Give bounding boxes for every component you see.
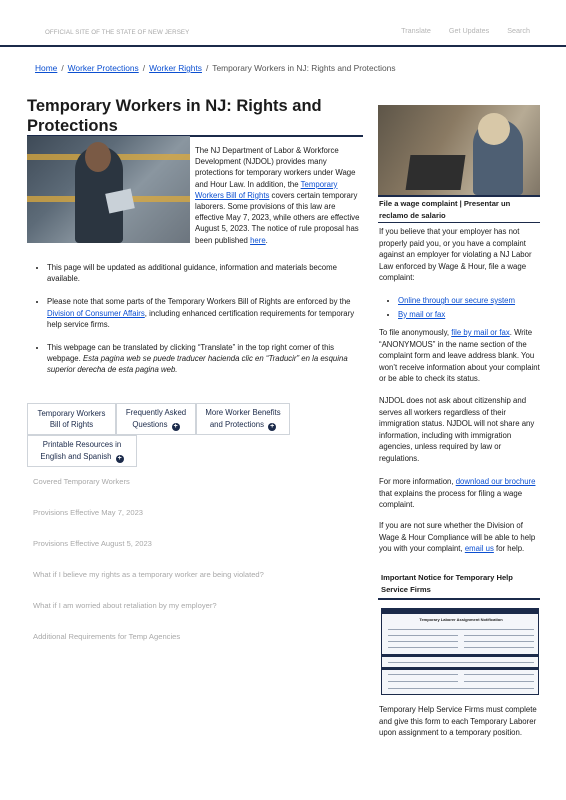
translate-link[interactable]: Translate — [401, 26, 431, 35]
form-line — [388, 647, 458, 648]
form-line — [464, 635, 534, 636]
accordion-item-retaliation[interactable]: What if I am worried about retaliation by my employer? — [33, 601, 217, 610]
intro-text: The NJ Department of Labor & Workforce Development (NJDOL) provides many protections for temporary workers under Wage and Hour Law. In addition, the — [195, 146, 356, 189]
form-line — [388, 641, 458, 642]
form-line — [388, 629, 534, 630]
form-line — [464, 641, 534, 642]
intro-text: . — [265, 235, 268, 245]
assignment-form-image[interactable] — [381, 608, 539, 695]
accordion-item-rights-violated[interactable]: What if I believe my rights as a temporary worker are being violated? — [33, 570, 264, 579]
paragraph-text: To file anonymously, — [379, 328, 452, 337]
paragraph-text: If you are not sure whether the Division of Wage & Hour Compliance will be able to help you with your complaint, — [379, 521, 536, 554]
get-updates-link[interactable]: Get Updates — [448, 26, 490, 35]
tab-label: Temporary Workers Bill of Rights — [37, 408, 106, 429]
mail-fax-link[interactable]: By mail or fax — [398, 309, 446, 319]
bullet-text: , including enhanced certification requirements for temporary help service firms. — [47, 308, 355, 329]
notice-text: Temporary Help Service Firms must complete and give this form to each Temporary Laborer upon assignment to a temporary position. — [379, 705, 537, 738]
bullet-text: This page will be updated as additional guidance, information and materials become available. — [47, 263, 337, 284]
breadcrumb-worker-rights[interactable]: Worker Rights — [149, 63, 202, 73]
paragraph-text: that explains the process for filing a wage complaint. — [379, 488, 523, 510]
search-link[interactable]: Search — [507, 26, 530, 35]
bullet-text: Please note that some parts of the Temporary Workers Bill of Rights are enforced by the — [47, 297, 351, 307]
form-title: Temporary Laborer Assignment Notification — [419, 617, 503, 622]
list-item — [398, 309, 515, 321]
sidebar-divider — [378, 598, 540, 600]
anonymous-paragraph — [379, 327, 541, 385]
breadcrumb — [35, 63, 396, 73]
tab-printable-resources[interactable] — [27, 435, 137, 467]
sidebar-divider — [378, 195, 540, 197]
brochure-paragraph — [379, 476, 541, 511]
intro-text: covers certain temporary laborers. Some provisions of this law are effective May 7, 2023, while others are effective August 5, 2023. The notice of rule proposal has been published — [195, 190, 360, 245]
intro-paragraph — [195, 145, 365, 246]
spanish-translation-note: Esta pagina web se puede traducer hacienda clic en “Traducir” en la esquina superior derecha de esta pagina web. — [47, 354, 348, 375]
tablet-shape — [105, 189, 135, 214]
form-line — [464, 647, 534, 648]
paragraph-text: . Write “ANONYMOUS” in the name section of the complaint form and leave address blank. You won’t receive information about your complaint or be able to check its status. — [379, 328, 540, 384]
page-title: Temporary Workers in NJ: Rights and Protections — [27, 97, 322, 135]
plus-circle-icon: + — [270, 422, 275, 430]
accordion-item-covered-workers[interactable]: Covered Temporary Workers — [33, 477, 130, 486]
paragraph-text: for help. — [493, 544, 525, 554]
accordion-item-august-provisions[interactable]: Provisions Effective August 5, 2023 — [33, 539, 152, 548]
complaint-options — [398, 295, 515, 322]
complaint-intro: If you believe that your employer has not properly paid you, or you have a complaint against an employer for violating a NJ Labor Law enforced by Wage & Hour, file a wage complaint: — [379, 227, 532, 283]
list-item — [398, 295, 515, 307]
paragraph-text: For more information, — [379, 477, 456, 486]
email-us-link[interactable]: email us — [464, 544, 494, 554]
form-line — [388, 662, 534, 663]
official-site-text: OFFICIAL SITE OF THE STATE OF NEW JERSEY — [45, 29, 190, 36]
consumer-affairs-link[interactable]: Division of Consumer Affairs — [47, 308, 145, 318]
breadcrumb-separator: / — [142, 63, 146, 73]
laptop-shape — [406, 155, 466, 190]
form-line — [388, 674, 458, 675]
list-item — [47, 342, 362, 376]
list-item — [47, 262, 362, 284]
breadcrumb-separator: / — [205, 63, 209, 73]
notice-heading: Important Notice for Temporary Help Service Firms — [381, 573, 513, 594]
plus-circle-icon: + — [173, 422, 178, 430]
tab-label: More Worker Benefits and Protections — [205, 408, 281, 429]
form-line — [388, 688, 534, 689]
wage-complaint-heading: File a wage complaint | Presentar un reclamo de salario — [379, 199, 511, 220]
form-section-bar — [382, 654, 539, 657]
breadcrumb-current: Temporary Workers in NJ: Rights and Protections — [212, 63, 396, 73]
worker-tablet-photo — [27, 136, 190, 243]
breadcrumb-worker-protections[interactable]: Worker Protections — [67, 63, 139, 73]
tab-label-wrap — [34, 439, 130, 463]
accordion-item-temp-agencies[interactable]: Additional Requirements for Temp Agencies — [33, 632, 181, 641]
file-mail-fax-link[interactable]: file by mail or fax — [451, 328, 510, 337]
form-line — [388, 635, 458, 636]
form-section-bar — [382, 667, 539, 670]
brochure-link[interactable]: download our brochure — [455, 477, 536, 486]
woman-laptop-photo — [378, 105, 540, 195]
top-bar — [0, 0, 566, 47]
tab-faq[interactable] — [116, 403, 196, 435]
tab-label-wrap — [123, 407, 189, 431]
info-bullets — [47, 262, 362, 388]
email-paragraph — [379, 520, 541, 555]
plus-circle-icon: + — [117, 454, 122, 462]
citizenship-paragraph: NJDOL does not ask about citizenship and serves all workers regardless of their immigration status. NJDOL will not share any information, including with immigration agencies, unless required by law or regulations. — [379, 396, 535, 463]
breadcrumb-separator: / — [61, 63, 64, 73]
woman-head — [478, 113, 510, 145]
breadcrumb-home[interactable]: Home — [35, 63, 58, 73]
accordion-item-may-provisions[interactable]: Provisions Effective May 7, 2023 — [33, 508, 144, 517]
online-complaint-link[interactable]: Online through our secure system — [398, 296, 516, 305]
list-item — [47, 296, 362, 330]
form-line — [388, 681, 458, 682]
bill-of-rights-link[interactable]: Temporary Workers Bill of Rights — [195, 179, 338, 200]
tab-bill-of-rights[interactable] — [27, 403, 116, 435]
sidebar-divider — [378, 222, 540, 223]
tab-label-wrap — [201, 407, 285, 431]
tab-label: Printable Resources in English and Spanish — [40, 440, 122, 461]
form-line — [464, 674, 534, 675]
tab-label: Frequently Asked Questions — [125, 408, 187, 429]
form-line — [464, 681, 534, 682]
tab-worker-benefits[interactable] — [196, 403, 290, 435]
top-links — [401, 26, 530, 35]
bullet-text: This webpage can be translated by clicking “Translate” in the top right corner of this webpage. — [47, 343, 335, 364]
rule-proposal-link[interactable]: here — [250, 235, 266, 245]
form-header-bar — [382, 609, 539, 614]
worker-head — [85, 142, 111, 172]
